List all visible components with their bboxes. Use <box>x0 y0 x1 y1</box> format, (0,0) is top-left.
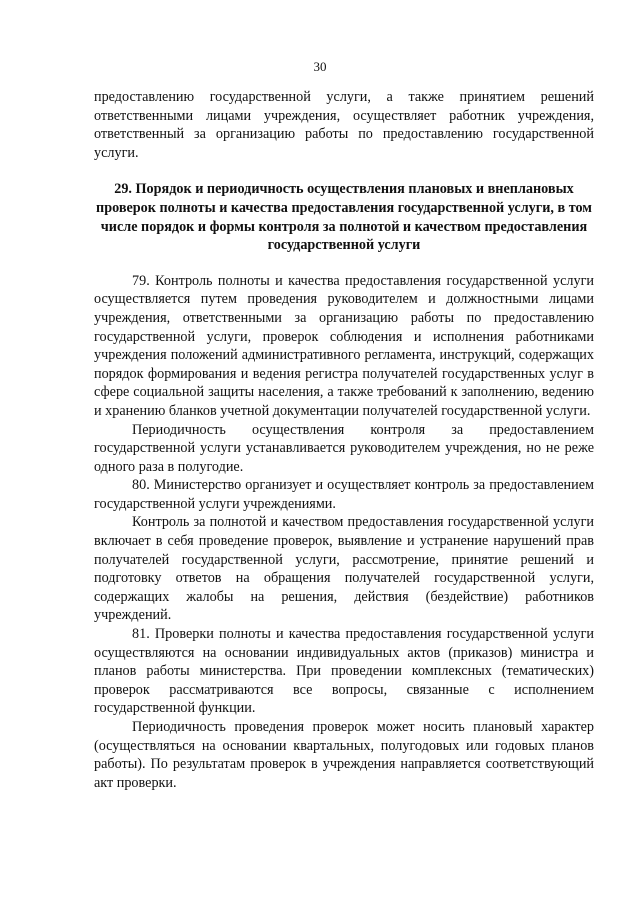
page-number: 30 <box>313 59 327 74</box>
section-heading: 29. Порядок и периодичность осуществления плановых и внеплановых проверок полноты и качества предоставления государственной услуги, в том числе порядок и формы контроля за полнотой и качеством предоставления государственной услуги <box>96 181 592 254</box>
document-body <box>94 88 594 792</box>
paragraph-periodicity: Периодичность осуществления контроля за предоставлением государственной услуги устанавливается руководителем учреждения, но не реже одного раза в полугодие. <box>94 421 594 475</box>
paragraph-80: 80. Министерство организует и осуществляет контроль за предоставлением государственной услуги учреждениями. <box>94 477 594 512</box>
paragraph-control: Контроль за полнотой и качеством предоставления государственной услуги включает в себя проведение проверок, выявление и устранение нарушений прав получателей государственной услуги, рассмотрение, принятие решений и подготовку ответов на обращения получателей государственной услуги, содержащих жалобы на решения, действия (бездействие) работников учреждений. <box>94 514 594 624</box>
paragraph-81: 81. Проверки полноты и качества предоставления государственной услуги осуществляются на основании индивидуальных актов (приказов) министра и планов работы министерства. При проведении комплексных (тематических) проверок рассматриваются все вопросы, связанные с исполнением государственной функции. <box>94 626 594 717</box>
intro-paragraph: предоставлению государственной услуги, а также принятием решений ответственными лицами учреждения, осуществляет работник учреждения, ответственный за организацию работы по предоставлению государственной услуги. <box>94 89 594 161</box>
paragraph-inspection-periodicity: Периодичность проведения проверок может носить плановый характер (осуществляться на основании квартальных, полугодовых или годовых планов работы). По результатам проверок в учреждения направляется соответствующий акт проверки. <box>94 719 594 791</box>
paragraph-79: 79. Контроль полноты и качества предоставления государственной услуги осуществляется путем проведения руководителем и должностными лицами учреждения, ответственными за организацию работы по предоставлению государственной услуги, проверок соблюдения и исполнения работниками учреждения положений административного регламента, инструкций, содержащих порядок формирования и ведения регистра получателей государственных услуг в сфере социальной защиты населения, а также требований к заполнению, ведению и хранению бланков учетной документации получателей государственной услуги. <box>94 272 594 419</box>
